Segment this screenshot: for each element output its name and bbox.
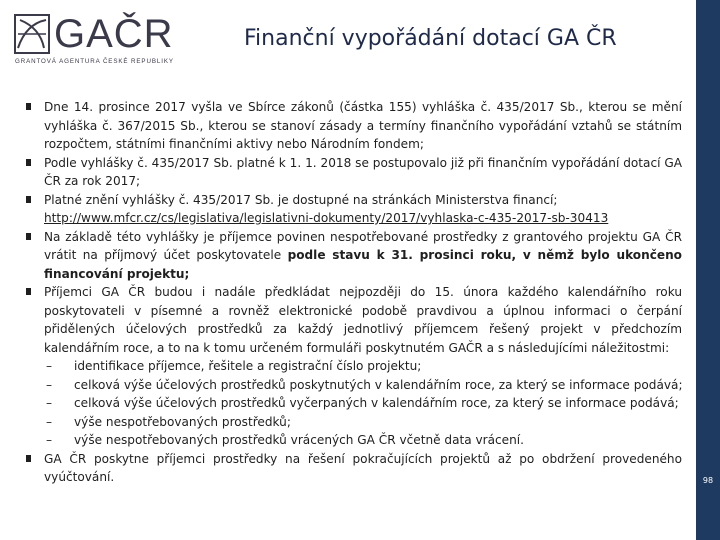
bullet-text: Příjemci GA ČR budou i nadále předkládat nejpozději do 15. února každého kalendářního roku poskytovateli v písemné a rovněž elektronické podobě pravdivou a úplnou informaci o čerpání přidělených účelových prostředků za každý jednotlivý příjemcem řešený projekt v předchozím kalendářním roce, a to na k tomu určeném formuláři poskytnutém GAČR a s následujícími náležitostmi: (44, 285, 682, 355)
side-bar (696, 0, 720, 540)
bullet-paragraph (44, 228, 682, 284)
logo-name: GAČR (54, 12, 174, 56)
bullet-marker (26, 159, 31, 166)
bullet-text: Podle vyhlášky č. 435/2017 Sb. platné k 1. 1. 2018 se postupovalo již při finančním vypořádání dotací GA ČR za rok 2017; (44, 155, 682, 188)
dash-marker: – (46, 414, 53, 429)
bullet-item-platnost (26, 154, 682, 191)
gacr-emblem-icon (14, 14, 50, 54)
sub-item-text: výše nespotřebovaných prostředků vrácených GA ČR včetně data vrácení. (74, 433, 524, 447)
bullet-bold-text: podle stavu k 31. prosinci roku, v němž bylo ukončeno financování projektu; (44, 248, 682, 281)
bullet-marker (26, 196, 31, 203)
bullet-marker (26, 103, 31, 110)
gacr-logo (14, 14, 194, 72)
bullet-item-zneni (26, 191, 682, 228)
sub-item (26, 394, 682, 413)
sub-item-text: identifikace příjemce, řešitele a registrační číslo projektu; (74, 359, 422, 373)
bullet-item-pokracovani (26, 450, 682, 487)
dash-marker: – (46, 396, 53, 410)
bullet-list (26, 98, 682, 487)
bullet-text: Platné znění vyhlášky č. 435/2017 Sb. je dostupné na stránkách Ministerstva financí; (44, 192, 558, 207)
sub-item-text: celková výše účelových prostředků poskytnutých v kalendářním roce, za který se informace podává; (74, 377, 683, 392)
bullet-marker (26, 233, 31, 240)
sub-item (26, 431, 682, 450)
bullet-item-vyhlaska (26, 98, 682, 154)
mfcr-link[interactable]: http://www.mfcr.cz/cs/legislativa/legislativni-dokumenty/2017/vyhlaska-c-435-2017-sb-30413 (44, 211, 609, 225)
bullet-item-informace (26, 283, 682, 357)
slide-title: Finanční vypořádání dotací GA ČR (244, 26, 617, 51)
bullet-marker (26, 288, 31, 295)
sub-item-text: výše nespotřebovaných prostředků; (74, 414, 291, 429)
dash-marker: – (46, 359, 53, 373)
bullet-text: GA ČR poskytne příjemci prostředky na řešení pokračujících projektů až po obdržení provedeného vyúčtování. (44, 451, 682, 484)
dash-marker: – (46, 377, 53, 392)
sub-item (26, 413, 682, 432)
logo-subtitle: GRANTOVÁ AGENTURA ČESKÉ REPUBLIKY (15, 58, 174, 65)
sub-item-text: celková výše účelových prostředků vyčerpaných v kalendářním roce, za který se informace podává; (74, 396, 679, 410)
sub-item (26, 357, 682, 376)
dash-marker: – (46, 433, 53, 447)
page-number: 98 (702, 476, 714, 485)
sub-item (26, 376, 682, 395)
bullet-marker (26, 455, 31, 462)
bullet-item-vraceni (26, 228, 682, 284)
bullet-text: Dne 14. prosince 2017 vyšla ve Sbírce zákonů (částka 155) vyhláška č. 435/2017 Sb., kterou se mění vyhláška č. 367/2015 Sb., kterou se stanoví zásady a termíny finančního vypořádání vztahů se státním rozpočtem, státními finančními aktivy nebo Národním fondem; (44, 100, 682, 151)
bullet-text: Na základě této vyhlášky je příjemce povinen nespotřebované prostředky z grantového projektu GA ČR vrátit na příjmový účet poskytovatele (44, 229, 682, 262)
